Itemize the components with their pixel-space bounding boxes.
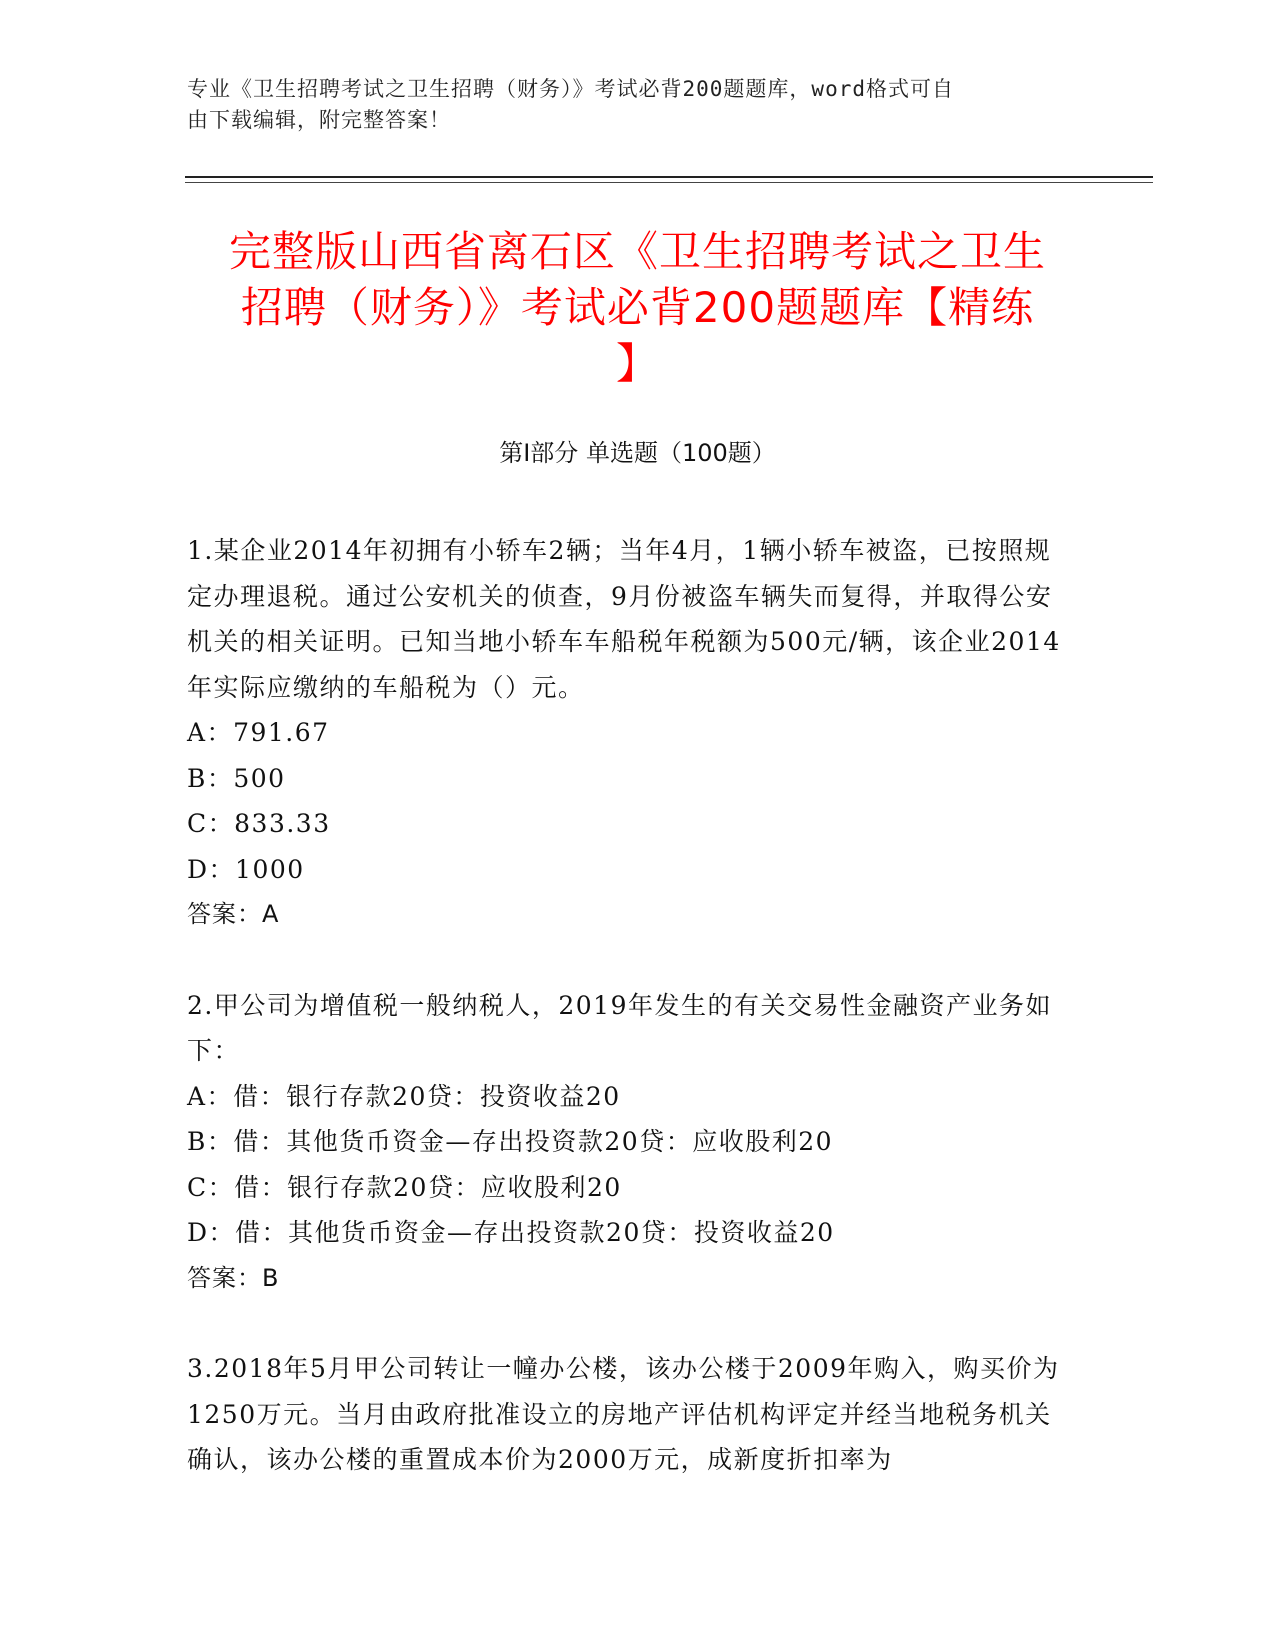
option-label: C： [187,1172,235,1202]
answer-line: 答案：A [187,900,280,928]
header-note-line-2: 由下载编辑，附完整答案！ [187,108,451,132]
answer-line: 答案：B [187,1263,280,1292]
option-label: C： [187,809,235,838]
option-text: 500 [233,763,286,793]
option-b [187,1119,1067,1165]
option-text: 1000 [235,854,305,884]
header-note-line-1: 专业《卫生招聘考试之卫生招聘（财务）》考试必背200题题库，word格式可自 [187,77,954,101]
option-text: 791.67 [233,718,330,747]
option-text: 833.33 [234,809,331,838]
question-1 [187,528,1067,938]
question-2 [187,983,1067,1302]
option-text: 借：银行存款20贷：投资收益20 [233,1081,621,1111]
option-text: 借：其他货币资金—存出投资款20贷：应收股利20 [233,1127,833,1156]
option-a [187,1074,1067,1120]
title-line-3: 】 [615,339,659,388]
option-c [187,1165,1067,1211]
option-text: 借：银行存款20贷：应收股利20 [234,1172,622,1202]
option-label: D： [187,1218,236,1247]
section-heading: 第I部分 单选题（100题） [499,439,776,467]
question-stem: 2.甲公司为增值税一般纳税人，2019年发生的有关交易性金融资产业务如下： [187,990,1052,1065]
option-d [187,847,1067,893]
option-label: A： [187,718,234,747]
header-divider-thin [185,182,1153,183]
option-b [187,756,1067,802]
option-label: B： [187,763,234,793]
option-label: A： [187,1081,234,1111]
option-a [187,710,1067,756]
option-label: D： [187,854,236,884]
option-c [187,801,1067,847]
header-note [187,74,1067,136]
title-line-1: 完整版山西省离石区《卫生招聘考试之卫生 [228,227,1046,276]
header-divider-thick [185,176,1153,178]
question-list [187,528,1067,1528]
question-3 [187,1346,1067,1483]
option-text: 借：其他货币资金—存出投资款20贷：投资收益20 [235,1218,835,1247]
option-label: B： [187,1127,234,1156]
question-stem: 3.2018年5月甲公司转让一幢办公楼，该办公楼于2009年购入，购买价为1250万元。当月由政府批准设立的房地产评估机构评定并经当地税务机关确认，该办公楼的重置成本价为2000万元，成新度折扣率为 [187,1354,1060,1474]
title-line-2: 招聘（财务）》考试必背200题题库【精练 [240,283,1035,332]
option-d [187,1210,1067,1256]
question-stem: 1.某企业2014年初拥有小轿车2辆；当年4月，1辆小轿车被盗，已按照规定办理退税。通过公安机关的侦查，9月份被盗车辆失而复得，并取得公安机关的相关证明。已知当地小轿车车船税年税额为500元/辆，该企业2014年实际应缴纳的车船税为（）元。 [187,536,1061,702]
document-title [150,224,1125,392]
